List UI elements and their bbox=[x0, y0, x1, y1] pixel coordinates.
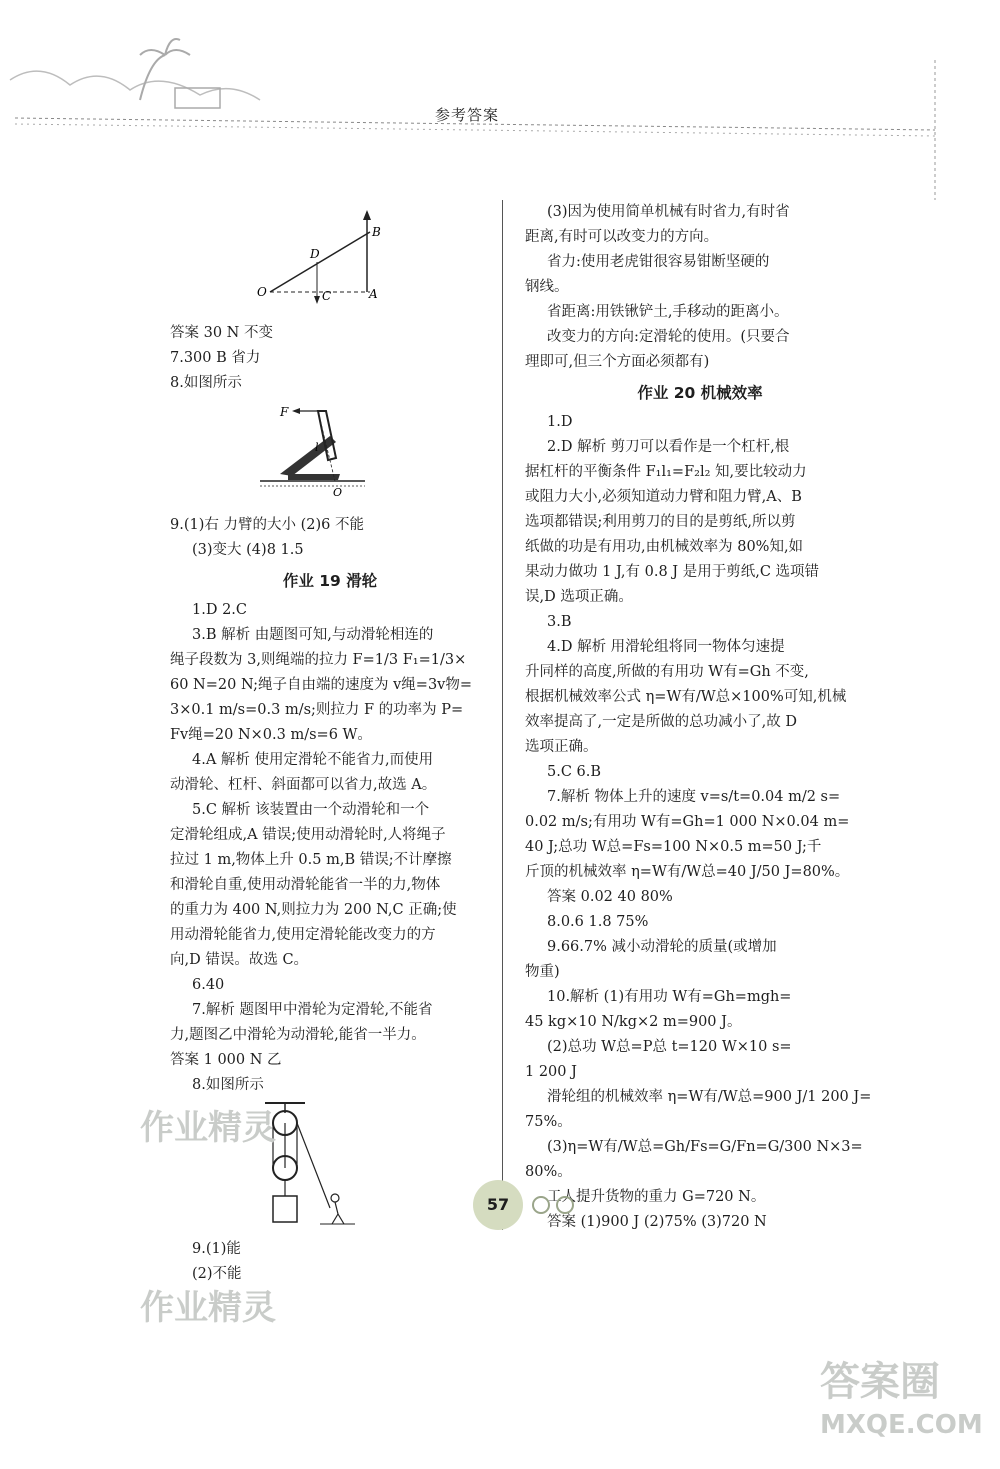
answer-line: 6.40 bbox=[192, 977, 225, 993]
answer-line: 误,D 选项正确。 bbox=[525, 589, 633, 605]
answer-line: 9.(1)能 bbox=[192, 1241, 241, 1257]
answer-line: 果动力做功 1 J,有 0.8 J 是用于剪纸,C 选项错 bbox=[525, 564, 820, 580]
answer-line: 选项正确。 bbox=[525, 739, 598, 755]
answer-line: 8.0.6 1.8 75% bbox=[547, 914, 649, 930]
label-D: D bbox=[310, 247, 320, 261]
watermark: 作业精灵 bbox=[140, 1288, 276, 1328]
ring-icon bbox=[556, 1196, 574, 1214]
answer-line: 滑轮组的机械效率 η=W有/W总=900 J/1 200 J= bbox=[547, 1089, 872, 1105]
lever-diagram-2 bbox=[170, 396, 490, 504]
answer-line: 答案 1 000 N 乙 bbox=[170, 1052, 282, 1068]
page-number: 57 bbox=[473, 1180, 523, 1230]
ring-icon bbox=[532, 1196, 550, 1214]
answer-line: (3)因为使用简单机械有时省力,有时省 bbox=[547, 204, 790, 220]
page-title: 参考答案 bbox=[435, 106, 500, 124]
answer-line: 7.解析 题图甲中滑轮为定滑轮,不能省 bbox=[192, 1002, 433, 1018]
answer-line: 答案 0.02 40 80% bbox=[547, 889, 673, 905]
answer-line: (2)总功 W总=P总 t=120 W×10 s= bbox=[547, 1039, 792, 1055]
label-F: F bbox=[280, 405, 289, 419]
answer-line: 物重) bbox=[525, 964, 560, 980]
palm-tree-icon bbox=[140, 39, 190, 100]
label-O2: O bbox=[333, 486, 343, 499]
answer-line: 力,题图乙中滑轮为动滑轮,能省一半力。 bbox=[170, 1027, 426, 1043]
answer-line: 选项都错误;利用剪刀的目的是剪纸,所以剪 bbox=[525, 514, 796, 530]
answer-line: 答案 30 N 不变 bbox=[170, 325, 273, 341]
answer-line: 80%。 bbox=[525, 1164, 572, 1180]
book-icon bbox=[175, 88, 220, 108]
answer-line: 9.66.7% 减小动滑轮的质量(或增加 bbox=[547, 939, 777, 955]
answer-line: 60 N=20 N;绳子自由端的速度为 v绳=3v物= bbox=[170, 677, 473, 693]
section-heading-20: 作业 20 机械效率 bbox=[637, 384, 763, 402]
answer-line: 10.解析 (1)有用功 W有=Gh=mgh= bbox=[547, 989, 792, 1005]
column-divider bbox=[502, 200, 503, 1230]
answer-line: Fv绳=20 N×0.3 m/s=6 W。 bbox=[170, 727, 372, 743]
label-O: O bbox=[257, 285, 267, 299]
answer-line: 效率提高了,一定是所做的总功减小了,故 D bbox=[525, 714, 797, 730]
answer-line: 4.A 解析 使用定滑轮不能省力,而使用 bbox=[192, 752, 434, 768]
answer-line: 纸做的功是有用功,由机械效率为 80%知,如 bbox=[525, 539, 804, 555]
answer-line: 5.C 解析 该装置由一个动滑轮和一个 bbox=[192, 802, 430, 818]
answer-line: 1.D bbox=[547, 414, 573, 430]
answer-line: 2.D 解析 剪刀可以看作是一个杠杆,根 bbox=[547, 439, 790, 455]
answer-line: 拉过 1 m,物体上升 0.5 m,B 错误;不计摩擦 bbox=[170, 852, 452, 868]
answer-line: 向,D 错误。故选 C。 bbox=[170, 952, 309, 968]
answer-line: 根据机械效率公式 η=W有/W总×100%可知,机械 bbox=[525, 689, 847, 705]
answer-line: 省力:使用老虎钳很容易钳断坚硬的 bbox=[547, 254, 770, 270]
answer-line: 7.解析 物体上升的速度 v=s/t=0.04 m/2 s= bbox=[547, 789, 841, 805]
label-C: C bbox=[322, 289, 332, 303]
answer-line: 省距离:用铁锹铲土,手移动的距离小。 bbox=[547, 304, 789, 320]
answer-line: 1 200 J bbox=[525, 1064, 577, 1080]
answer-line: 4.D 解析 用滑轮组将同一物体匀速提 bbox=[547, 639, 785, 655]
answer-line: 或阻力大小,必须知道动力臂和阻力臂,A、B bbox=[525, 489, 802, 505]
person-icon bbox=[331, 1194, 339, 1202]
answer-line: 3.B bbox=[547, 614, 572, 630]
answer-line: 斤顶的机械效率 η=W有/W总=40 J/50 J=80%。 bbox=[525, 864, 850, 880]
header-decoration bbox=[0, 0, 1000, 200]
answer-line: 动滑轮、杠杆、斜面都可以省力,故选 A。 bbox=[170, 777, 437, 793]
lever-diagram-1 bbox=[170, 200, 490, 312]
watermark: 作业精灵 bbox=[140, 1108, 276, 1148]
answer-line: 距离,有时可以改变力的方向。 bbox=[525, 229, 719, 245]
answer-line: 8.如图所示 bbox=[170, 375, 242, 391]
answer-line: 改变力的方向:定滑轮的使用。(只要合 bbox=[547, 329, 790, 345]
answer-line: 升同样的高度,所做的有用功 W有=Gh 不变, bbox=[525, 664, 809, 680]
answer-line: 定滑轮组成,A 错误;使用动滑轮时,人将绳子 bbox=[170, 827, 446, 843]
answer-line: 3.B 解析 由题图可知,与动滑轮相连的 bbox=[192, 627, 434, 643]
answer-line: (3)η=W有/W总=Gh/Fs=G/Fn=G/300 N×3= bbox=[547, 1139, 863, 1155]
answer-line: 的重力为 400 N,则拉力为 200 N,C 正确;使 bbox=[170, 902, 457, 918]
answer-line: 45 kg×10 N/kg×2 m=900 J。 bbox=[525, 1014, 742, 1030]
answer-line: 8.如图所示 bbox=[192, 1077, 264, 1093]
section-heading-19: 作业 19 滑轮 bbox=[282, 572, 378, 590]
answer-line: 和滑轮自重,使用动滑轮能省一半的力,物体 bbox=[170, 877, 441, 893]
answer-line: 7.300 B 省力 bbox=[170, 350, 261, 366]
answer-line: 9.(1)右 力臂的大小 (2)6 不能 bbox=[170, 517, 364, 533]
answer-line: (2)不能 bbox=[192, 1266, 242, 1282]
answer-line: 绳子段数为 3,则绳端的拉力 F=1/3 F₁=1/3× bbox=[170, 652, 467, 668]
answer-line: 钢线。 bbox=[525, 279, 569, 295]
answer-line: 据杠杆的平衡条件 F₁l₁=F₂l₂ 知,要比较动力 bbox=[525, 464, 807, 480]
right-column bbox=[525, 200, 875, 1235]
answer-line: 5.C 6.B bbox=[547, 764, 602, 780]
answer-line: (3)变大 (4)8 1.5 bbox=[192, 542, 304, 558]
answer-line: 用动滑轮能省力,使用定滑轮能改变力的方 bbox=[170, 927, 436, 943]
label-l: l bbox=[315, 441, 319, 454]
answer-line: 理即可,但三个方面必须都有) bbox=[525, 354, 710, 370]
answer-line: 答案 (1)900 J (2)75% (3)720 N bbox=[547, 1214, 767, 1230]
answer-line: 40 J;总功 W总=Fs=100 N×0.5 m=50 J;千 bbox=[525, 839, 822, 855]
label-B: B bbox=[372, 225, 381, 239]
answer-line: 75%。 bbox=[525, 1114, 572, 1130]
answer-line: 1.D 2.C bbox=[192, 602, 247, 618]
watermark: 答案圈 bbox=[820, 1359, 940, 1405]
label-A: A bbox=[369, 287, 378, 301]
answer-line: 3×0.1 m/s=0.3 m/s;则拉力 F 的功率为 P= bbox=[170, 702, 464, 718]
answer-line: 0.02 m/s;有用功 W有=Gh=1 000 N×0.04 m= bbox=[525, 814, 850, 830]
watermark: MXQE.COM bbox=[820, 1410, 983, 1440]
answer-line: 工人提升货物的重力 G=720 N。 bbox=[547, 1189, 766, 1205]
